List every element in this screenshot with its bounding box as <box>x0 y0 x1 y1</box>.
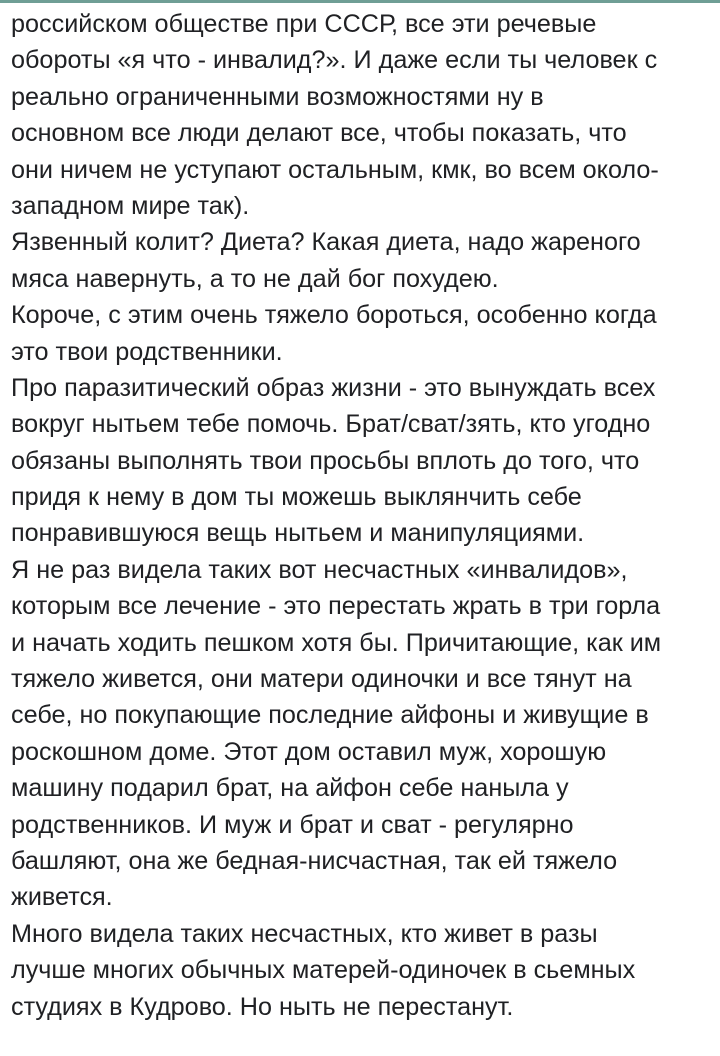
text-line: живется. <box>11 883 113 912</box>
comment-text <box>11 0 716 1025</box>
text-line: они ничем не уступают остальным, кмк, во всем около- <box>11 155 659 184</box>
text-line: обороты «я что - инвалид?». И даже если ты человек с <box>11 46 658 75</box>
text-line: Много видела таких несчастных, кто живет в разы <box>11 919 598 948</box>
text-line: реально ограниченными возможностями ну в <box>11 82 544 111</box>
text-line: мяса навернуть, а то не дай бог похудею. <box>11 264 499 293</box>
text-line: Короче, с этим очень тяжело бороться, особенно когда <box>11 301 657 330</box>
text-line: которым все лечение - это перестать жрать в три горла <box>11 592 661 621</box>
text-line: вокруг нытьем тебе помочь. Брат/сват/зять, кто угодно <box>11 410 651 439</box>
text-line: основном все люди делают все, чтобы показать, что <box>11 119 627 148</box>
text-line: придя к нему в дом ты можешь выклянчить себе <box>11 483 582 512</box>
text-line: российском обществе при СССР, все эти речевые <box>11 10 597 38</box>
text-line: Про паразитический образ жизни - это вынуждать всех <box>11 373 656 402</box>
text-line: машину подарил брат, на айфон себе наныла у <box>11 774 569 803</box>
text-line: студиях в Кудрово. Но ныть не перестанут. <box>11 992 514 1021</box>
text-line: роскошном доме. Этот дом оставил муж, хорошую <box>11 737 607 766</box>
text-line: лучше многих обычных матерей-одиночек в сьемных <box>11 956 636 985</box>
text-line: тяжело живется, они матери одиночки и все тянут на <box>11 665 632 694</box>
text-line: понравившуюся вещь нытьем и манипуляциями. <box>11 519 585 548</box>
text-line: Я не раз видела таких вот несчастных «инвалидов», <box>11 555 628 584</box>
text-line: обязаны выполнять твои просьбы вплоть до того, что <box>11 446 640 475</box>
text-line: Язвенный колит? Диета? Какая диета, надо жареного <box>11 228 641 257</box>
text-line: и начать ходить пешком хотя бы. Причитающие, как им <box>11 628 662 657</box>
text-line: себе, но покупающие последние айфоны и живущие в <box>11 701 649 730</box>
text-line: башляют, она же бедная-нисчастная, так ей тяжело <box>11 846 618 875</box>
text-line: это твои родственники. <box>11 337 283 366</box>
text-line: родственников. И муж и брат и сват - регулярно <box>11 810 574 839</box>
text-line: западном мире так). <box>11 191 250 220</box>
